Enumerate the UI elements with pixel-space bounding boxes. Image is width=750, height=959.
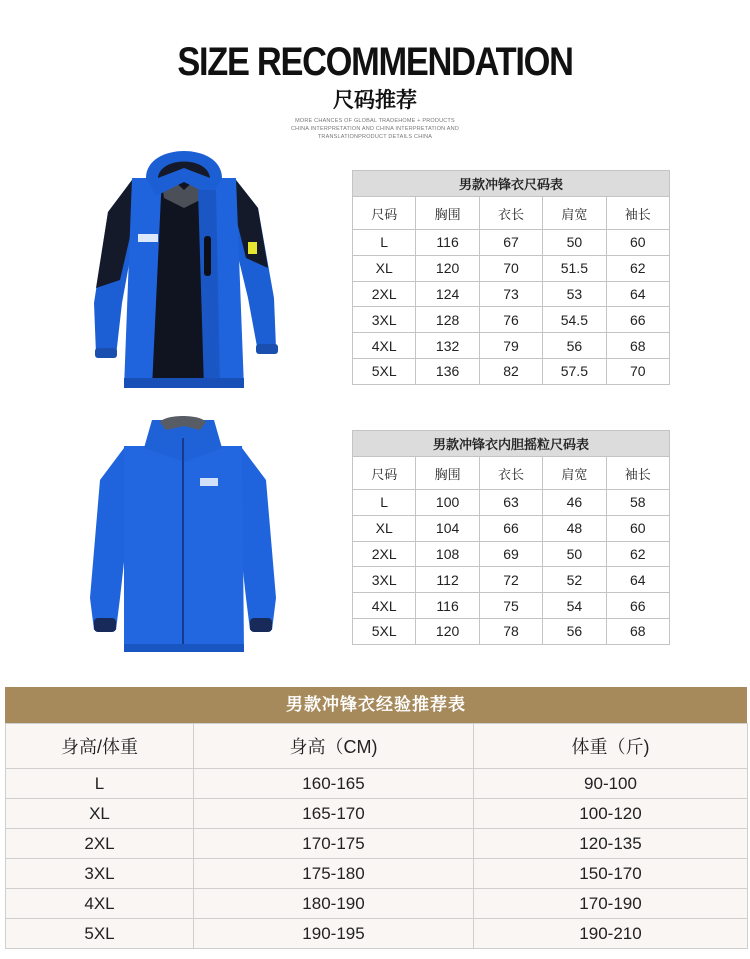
cell: 82 bbox=[479, 358, 542, 384]
table-row bbox=[6, 769, 748, 799]
column-header: 身高/体重 bbox=[6, 724, 194, 769]
cell: 100 bbox=[416, 490, 479, 516]
cell: 3XL bbox=[353, 307, 416, 333]
cell: 190-210 bbox=[474, 919, 748, 949]
recommendation-table bbox=[5, 723, 748, 949]
cell: 69 bbox=[479, 541, 542, 567]
column-header: 肩宽 bbox=[543, 197, 606, 230]
recommendation-caption: 男款冲锋衣经验推荐表 bbox=[5, 687, 747, 723]
cell: 4XL bbox=[353, 333, 416, 359]
cell: XL bbox=[353, 515, 416, 541]
cell: 150-170 bbox=[474, 859, 748, 889]
cell: 120 bbox=[416, 255, 479, 281]
cell: 170-175 bbox=[194, 829, 474, 859]
cell: 64 bbox=[606, 567, 669, 593]
shell-jacket-image bbox=[86, 138, 282, 396]
table-row bbox=[6, 889, 748, 919]
cell: 2XL bbox=[353, 281, 416, 307]
page-title: SIZE RECOMMENDATION bbox=[177, 40, 573, 84]
cell: 57.5 bbox=[543, 358, 606, 384]
cell: 78 bbox=[479, 618, 542, 644]
table-row bbox=[353, 230, 670, 256]
column-header: 胸围 bbox=[416, 457, 479, 490]
cell: L bbox=[353, 230, 416, 256]
recommendation-section bbox=[5, 687, 747, 949]
cell: 66 bbox=[606, 593, 669, 619]
table-row bbox=[6, 799, 748, 829]
cell: 2XL bbox=[6, 829, 194, 859]
table-row bbox=[353, 541, 670, 567]
cell: 66 bbox=[606, 307, 669, 333]
cell: 116 bbox=[416, 593, 479, 619]
table-row bbox=[353, 358, 670, 384]
cell: 79 bbox=[479, 333, 542, 359]
table-row bbox=[353, 255, 670, 281]
cell: 180-190 bbox=[194, 889, 474, 919]
table-row bbox=[6, 859, 748, 889]
fleece-liner-size-table bbox=[352, 430, 670, 645]
column-header: 袖长 bbox=[606, 197, 669, 230]
cell: 63 bbox=[479, 490, 542, 516]
cell: 112 bbox=[416, 567, 479, 593]
table-row bbox=[353, 593, 670, 619]
cell: 75 bbox=[479, 593, 542, 619]
cell: 46 bbox=[543, 490, 606, 516]
cell: 120 bbox=[416, 618, 479, 644]
cell: 4XL bbox=[6, 889, 194, 919]
table-caption-row bbox=[353, 171, 670, 197]
table-row bbox=[353, 618, 670, 644]
cell: 100-120 bbox=[474, 799, 748, 829]
table-header-row bbox=[353, 457, 670, 490]
cell: 70 bbox=[606, 358, 669, 384]
cell: 73 bbox=[479, 281, 542, 307]
cell: 124 bbox=[416, 281, 479, 307]
cell: 132 bbox=[416, 333, 479, 359]
cell: 3XL bbox=[353, 567, 416, 593]
cell: 76 bbox=[479, 307, 542, 333]
cell: L bbox=[353, 490, 416, 516]
tagline-line: CHINA INTERPRETATION AND CHINA INTERPRETATION AND bbox=[291, 126, 459, 132]
table-caption: 男款冲锋衣内胆摇粒尺码表 bbox=[353, 431, 670, 457]
cell: XL bbox=[353, 255, 416, 281]
cell: 2XL bbox=[353, 541, 416, 567]
cell: 60 bbox=[606, 515, 669, 541]
cell: 68 bbox=[606, 618, 669, 644]
cell: 5XL bbox=[6, 919, 194, 949]
cell: 4XL bbox=[353, 593, 416, 619]
cell: 60 bbox=[606, 230, 669, 256]
cell: 5XL bbox=[353, 358, 416, 384]
cell: 64 bbox=[606, 281, 669, 307]
cell: 56 bbox=[543, 333, 606, 359]
column-header: 衣长 bbox=[479, 457, 542, 490]
page-header bbox=[0, 38, 750, 141]
table-row bbox=[6, 829, 748, 859]
cell: 58 bbox=[606, 490, 669, 516]
cell: 120-135 bbox=[474, 829, 748, 859]
cell: 70 bbox=[479, 255, 542, 281]
column-header: 胸围 bbox=[416, 197, 479, 230]
cell: 54.5 bbox=[543, 307, 606, 333]
column-header: 体重（斤) bbox=[474, 724, 748, 769]
table-row bbox=[6, 919, 748, 949]
column-header: 肩宽 bbox=[543, 457, 606, 490]
cell: 51.5 bbox=[543, 255, 606, 281]
cell: 50 bbox=[543, 541, 606, 567]
cell: 170-190 bbox=[474, 889, 748, 919]
cell: 48 bbox=[543, 515, 606, 541]
cell: 66 bbox=[479, 515, 542, 541]
cell: 54 bbox=[543, 593, 606, 619]
table-caption: 男款冲锋衣尺码表 bbox=[353, 171, 670, 197]
cell: L bbox=[6, 769, 194, 799]
cell: 62 bbox=[606, 255, 669, 281]
cell: 56 bbox=[543, 618, 606, 644]
cell: 136 bbox=[416, 358, 479, 384]
table-row bbox=[353, 333, 670, 359]
cell: 50 bbox=[543, 230, 606, 256]
tagline-line: TRANSLATIONPRODUCT DETAILS CHINA bbox=[317, 134, 433, 140]
cell: 72 bbox=[479, 567, 542, 593]
table-header-row bbox=[6, 724, 748, 769]
cell: 128 bbox=[416, 307, 479, 333]
cell: 3XL bbox=[6, 859, 194, 889]
cell: 52 bbox=[543, 567, 606, 593]
table-header-row bbox=[353, 197, 670, 230]
cell: XL bbox=[6, 799, 194, 829]
table-caption-row bbox=[353, 431, 670, 457]
table-row bbox=[353, 490, 670, 516]
tagline-line: MORE CHANCES OF GLOBAL TRADEHOME + PRODUCTS bbox=[295, 118, 455, 124]
column-header: 衣长 bbox=[479, 197, 542, 230]
cell: 116 bbox=[416, 230, 479, 256]
cell: 90-100 bbox=[474, 769, 748, 799]
column-header: 尺码 bbox=[353, 457, 416, 490]
fleece-jacket-image bbox=[86, 408, 282, 660]
column-header: 袖长 bbox=[606, 457, 669, 490]
table-row bbox=[353, 281, 670, 307]
cell: 104 bbox=[416, 515, 479, 541]
cell: 62 bbox=[606, 541, 669, 567]
jacket-size-table bbox=[352, 170, 670, 385]
table-row bbox=[353, 307, 670, 333]
cell: 160-165 bbox=[194, 769, 474, 799]
cell: 53 bbox=[543, 281, 606, 307]
cell: 165-170 bbox=[194, 799, 474, 829]
column-header: 身高（CM) bbox=[194, 724, 474, 769]
table-row bbox=[353, 567, 670, 593]
page-subtitle: 尺码推荐 bbox=[333, 88, 417, 112]
column-header: 尺码 bbox=[353, 197, 416, 230]
table-row bbox=[353, 515, 670, 541]
cell: 68 bbox=[606, 333, 669, 359]
cell: 5XL bbox=[353, 618, 416, 644]
cell: 175-180 bbox=[194, 859, 474, 889]
cell: 108 bbox=[416, 541, 479, 567]
cell: 67 bbox=[479, 230, 542, 256]
cell: 190-195 bbox=[194, 919, 474, 949]
